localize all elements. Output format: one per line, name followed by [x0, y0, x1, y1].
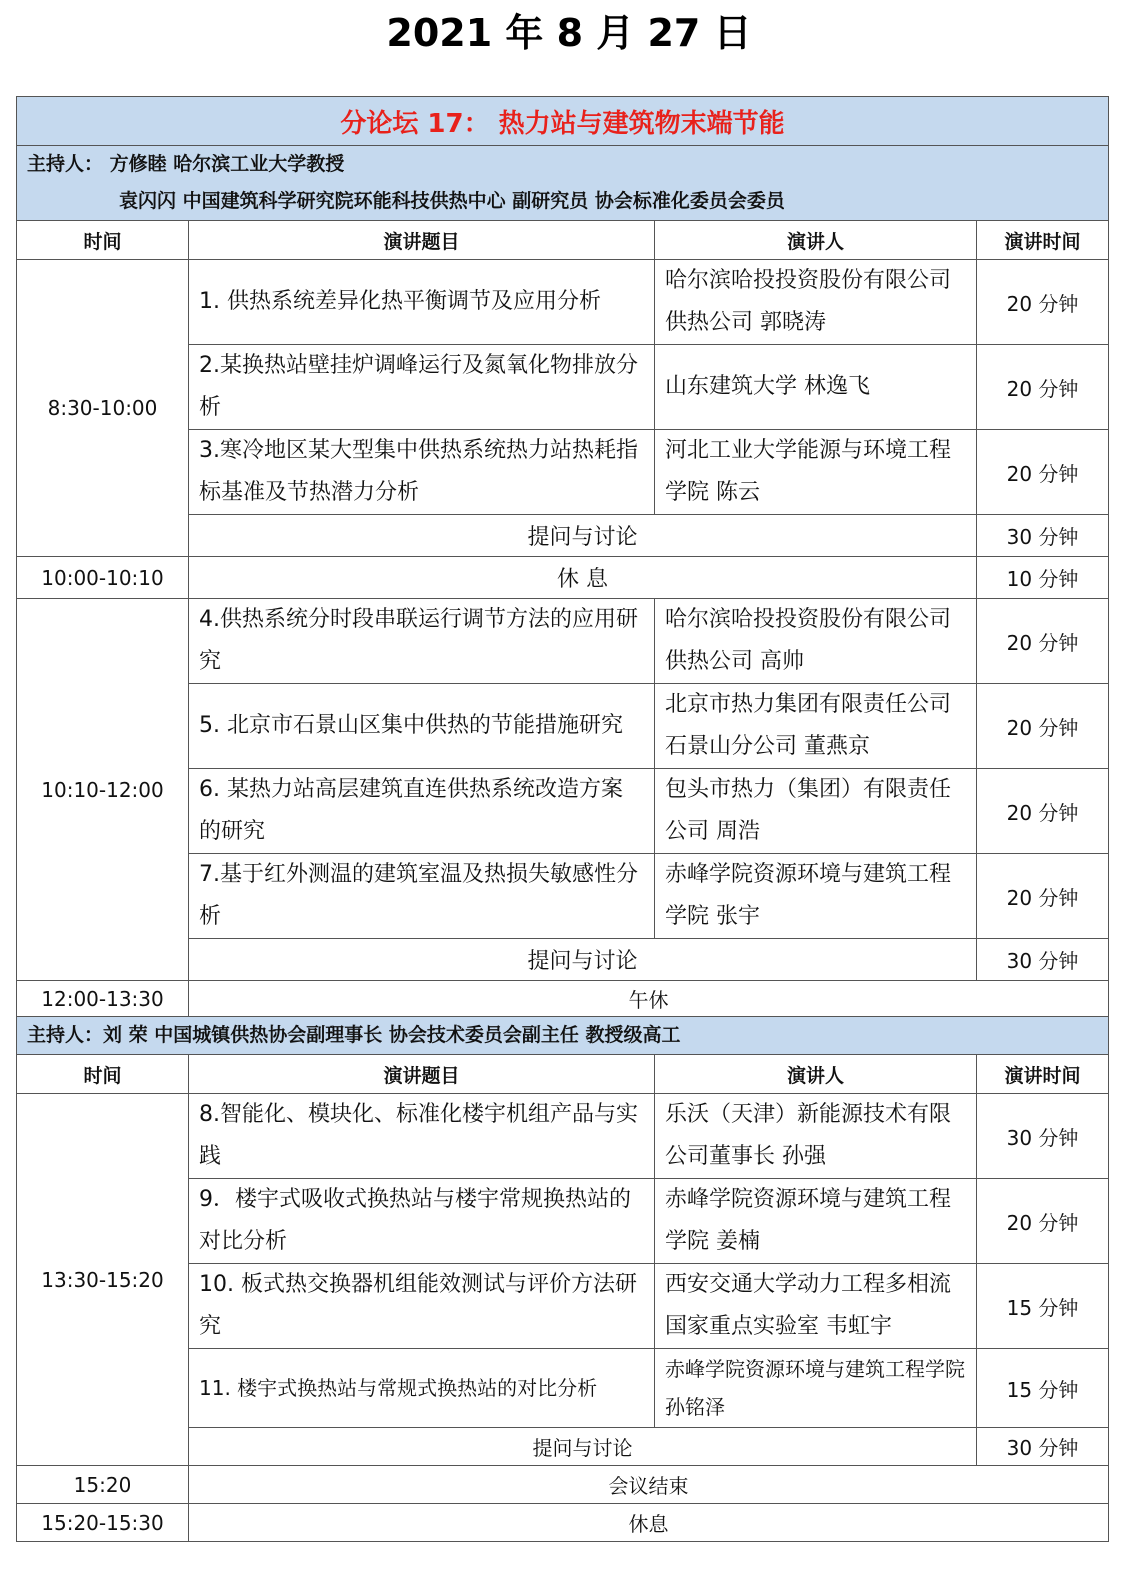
talk-speaker: 赤峰学院资源环境与建筑工程学院 孙铭泽 [655, 1349, 977, 1428]
talk-topic: 7.基于红外测温的建筑室温及热损失敏感性分析 [189, 854, 655, 939]
forum-title: 分论坛 17： 热力站与建筑物末端节能 [17, 97, 1109, 146]
discussion-duration: 30 分钟 [977, 515, 1109, 557]
talk-topic: 5. 北京市石景山区集中供热的节能措施研究 [189, 684, 655, 769]
discussion-label: 提问与讨论 [189, 939, 977, 981]
table-row [17, 260, 1109, 345]
header-duration: 演讲时间 [977, 1055, 1109, 1094]
talk-topic: 4.供热系统分时段串联运行调节方法的应用研究 [189, 599, 655, 684]
talk-duration: 20 分钟 [977, 430, 1109, 515]
final-break-row [17, 1504, 1109, 1542]
talk-topic: 1. 供热系统差异化热平衡调节及应用分析 [189, 260, 655, 345]
lunch-row [17, 981, 1109, 1017]
host-row-2 [17, 1017, 1109, 1055]
talk-duration: 20 分钟 [977, 854, 1109, 939]
table-header-row [17, 1055, 1109, 1094]
forum-schedule-table [16, 96, 1109, 1542]
talk-speaker: 北京市热力集团有限责任公司石景山分公司 董燕京 [655, 684, 977, 769]
table-row [17, 599, 1109, 684]
break-row [17, 557, 1109, 599]
talk-topic: 8.智能化、模块化、标准化楼宇机组产品与实践 [189, 1094, 655, 1179]
break-time: 10:00-10:10 [17, 557, 189, 599]
header-topic: 演讲题目 [189, 1055, 655, 1094]
discussion-duration: 30 分钟 [977, 939, 1109, 981]
page-date: 2021 年 8 月 27 日 [386, 11, 752, 55]
header-duration: 演讲时间 [977, 221, 1109, 260]
talk-duration: 20 分钟 [977, 260, 1109, 345]
host-line-2: 袁闪闪 中国建筑科学研究院环能科技供热中心 副研究员 协会标准化委员会委员 [119, 190, 785, 212]
talk-speaker: 赤峰学院资源环境与建筑工程学院 张宇 [655, 854, 977, 939]
table-row [17, 1094, 1109, 1179]
end-row [17, 1466, 1109, 1504]
lunch-label: 午休 [189, 981, 1109, 1017]
end-time: 15:20 [17, 1466, 189, 1504]
talk-duration: 20 分钟 [977, 345, 1109, 430]
talk-speaker: 赤峰学院资源环境与建筑工程学院 姜楠 [655, 1179, 977, 1264]
header-topic: 演讲题目 [189, 221, 655, 260]
header-speaker: 演讲人 [655, 1055, 977, 1094]
header-time: 时间 [17, 221, 189, 260]
talk-duration: 20 分钟 [977, 1179, 1109, 1264]
final-break-time: 15:20-15:30 [17, 1504, 189, 1542]
header-time: 时间 [17, 1055, 189, 1094]
end-label: 会议结束 [189, 1466, 1109, 1504]
talk-speaker: 乐沃（天津）新能源技术有限公司董事长 孙强 [655, 1094, 977, 1179]
host-row-1 [17, 146, 1109, 221]
host-line-3: 主持人：刘 荣 中国城镇供热协会副理事长 协会技术委员会副主任 教授级高工 [27, 1024, 681, 1046]
forum-title-row [17, 97, 1109, 146]
host-line-1: 主持人： 方修睦 哈尔滨工业大学教授 [27, 153, 345, 175]
talk-topic: 11. 楼宇式换热站与常规式换热站的对比分析 [189, 1349, 655, 1428]
talk-speaker: 山东建筑大学 林逸飞 [655, 345, 977, 430]
talk-duration: 15 分钟 [977, 1264, 1109, 1349]
header-speaker: 演讲人 [655, 221, 977, 260]
session-time: 8:30-10:00 [17, 260, 189, 557]
host-info-2 [17, 1017, 1109, 1055]
session-time: 10:10-12:00 [17, 599, 189, 981]
discussion-duration: 30 分钟 [977, 1428, 1109, 1466]
talk-topic: 2.某换热站壁挂炉调峰运行及氮氧化物排放分析 [189, 345, 655, 430]
talk-duration: 15 分钟 [977, 1349, 1109, 1428]
talk-duration: 20 分钟 [977, 684, 1109, 769]
talk-speaker: 河北工业大学能源与环境工程学院 陈云 [655, 430, 977, 515]
talk-topic: 9．楼宇式吸收式换热站与楼宇常规换热站的对比分析 [189, 1179, 655, 1264]
lunch-time: 12:00-13:30 [17, 981, 189, 1017]
talk-speaker: 包头市热力（集团）有限责任公司 周浩 [655, 769, 977, 854]
session-time: 13:30-15:20 [17, 1094, 189, 1466]
talk-topic: 10. 板式热交换器机组能效测试与评价方法研究 [189, 1264, 655, 1349]
table-header-row [17, 221, 1109, 260]
break-label: 休 息 [189, 557, 977, 599]
final-break-label: 休息 [189, 1504, 1109, 1542]
break-duration: 10 分钟 [977, 557, 1109, 599]
talk-topic: 6. 某热力站高层建筑直连供热系统改造方案的研究 [189, 769, 655, 854]
talk-duration: 30 分钟 [977, 1094, 1109, 1179]
talk-speaker: 哈尔滨哈投投资股份有限公司供热公司 高帅 [655, 599, 977, 684]
talk-duration: 20 分钟 [977, 599, 1109, 684]
talk-speaker: 哈尔滨哈投投资股份有限公司供热公司 郭晓涛 [655, 260, 977, 345]
talk-duration: 20 分钟 [977, 769, 1109, 854]
discussion-label: 提问与讨论 [189, 515, 977, 557]
talk-topic: 3.寒冷地区某大型集中供热系统热力站热耗指标基准及节热潜力分析 [189, 430, 655, 515]
host-info-1 [17, 146, 1109, 221]
discussion-label: 提问与讨论 [189, 1428, 977, 1466]
talk-speaker: 西安交通大学动力工程多相流国家重点实验室 韦虹宇 [655, 1264, 977, 1349]
